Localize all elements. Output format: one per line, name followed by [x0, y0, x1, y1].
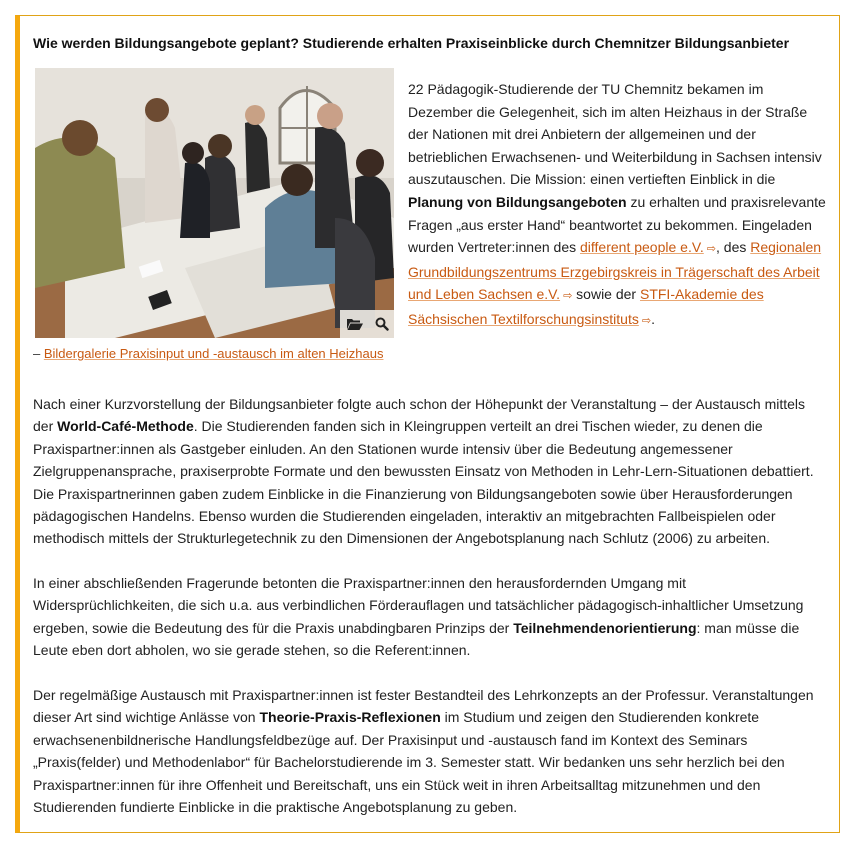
p3-text-2: : man müsse die Leute eben dort abholen, wo sie gerade stehen, so die Referent:innen.	[33, 619, 800, 659]
p4-text-2: im Studium und zeigen den Studierenden konkrete erwachsenenbildnerische Handlungsfeldbezüge auf. Der Praxisinput und -austausch fand im Kontext des Seminars „Praxis(felder) und Methodenlabor“ für Bachelorstudierende im 3. Semester statt. Wir bedanken uns sehr herzlich bei den Praxispartner:innen für ihre Offenheit und Bereitschaft, uns ein Stück weit in ihren Arbeitsalltag mitzunehmen und den Studierenden fundierte Einblicke in die praktische Angebotsplanung zu geben.	[33, 709, 785, 816]
folder-open-icon[interactable]	[346, 317, 364, 331]
intro-text-5: .	[651, 310, 655, 327]
photo-illustration	[35, 68, 394, 338]
link-different-people[interactable]: different people e.V.	[580, 239, 704, 256]
intro-text-4: sowie der	[572, 286, 640, 303]
photo-caption	[33, 346, 383, 361]
article-photo[interactable]	[35, 68, 394, 338]
p3-text-1: In einer abschließenden Fragerunde betonten die Praxispartner:innen den herausfordernden Umgang mit Widersprüchlichkeiten, die sich u.a. aus verbindlichen Förderauflagen und tatsächlicher pädagogisch-inhaltlicher Umsetzung ergeben, sowie die Bedeutung des für die Praxis unabdingbaren Prinzips der	[33, 575, 804, 636]
gallery-link[interactable]: Bildergalerie Praxisinput und -austausch im alten Heizhaus	[43, 346, 384, 361]
external-link-icon: ⇨	[706, 243, 716, 256]
p2-text-1: Nach einer Kurzvorstellung der Bildungsanbieter folgte auch schon der Höhepunkt der Veranstaltung – der Austausch mittels der	[33, 396, 806, 435]
external-link-icon: ⇨	[641, 314, 652, 327]
link-grundbildungszentrum[interactable]: Regionalen Grundbildungszentrums Erzgebirgskreis in Trägerschaft des Arbeit und Leben Sachsen e.V.	[408, 239, 822, 303]
article-title: Wie werden Bildungsangebote geplant? Studierende erhalten Praxiseinblicke durch Chemnitzer Bildungsanbieter	[33, 35, 790, 51]
link-stfi-akademie[interactable]: STFI-Akademie des Sächsischen Textilforschungsinstituts	[408, 286, 764, 327]
photo-toolbar	[340, 310, 394, 338]
p4-text-1: Der regelmäßige Austausch mit Praxispartner:innen ist fester Bestandteil des Lehrkonzepts an der Professur. Veranstaltungen dieser Art sind wichtige Anlässe von	[33, 687, 814, 726]
paragraph-fragerunde	[33, 572, 823, 662]
p3-bold: Teilnehmendenorientierung	[513, 619, 697, 636]
p2-bold: World-Café-Methode	[57, 418, 194, 435]
intro-text-2: zu erhalten und praxisrelevante Fragen „aus erster Hand“ beantwortet zu bekommen. Eingeladen wurden Vertreter:innen des	[408, 193, 826, 256]
intro-bold-1: Planung von Bildungsangeboten	[408, 193, 627, 210]
paragraph-austausch	[33, 684, 823, 818]
search-icon[interactable]	[375, 317, 389, 331]
caption-prefix: –	[33, 346, 44, 361]
intro-text-1: 22 Pädagogik-Studierende der TU Chemnitz bekamen im Dezember die Gelegenheit, sich im alten Heizhaus in der Straße der Nationen mit drei Anbietern der allgemeinen und der betrieblichen Erwachsenen- und Weiterbildung in Sachsen intensiv auszutauschen. Die Mission: einen vertieften Einblick in die	[408, 81, 822, 188]
p2-text-2: . Die Studierenden fanden sich in Kleingruppen verteilt an drei Tischen wieder, zu denen die Praxispartner:innen als Gastgeber einluden. An den Stationen wurde intensiv über die Bedeutung angemessener Zielgruppenansprache, praxiserprobte Formate und den bewussten Einsatz von Methoden in Lehr-Lern-Situationen debattiert. Die Praxispartnerinnen gaben zudem Einblicke in die Finanzierung von Bildungsangeboten sowie über Herausforderungen pädagogischen Handelns. Ebenso wurden die Studierenden eingeladen, interaktiv an mitgebrachten Fallbeispielen oder methodisch mittels der Strukturlegetechnik zu den Dimensionen der Angebotsplanung nach Schlutz (2006) zu arbeiten.	[33, 418, 814, 547]
external-link-icon: ⇨	[563, 290, 573, 303]
p4-bold: Theorie-Praxis-Reflexionen	[259, 709, 441, 726]
intro-text-3: , des	[716, 239, 751, 256]
paragraph-world-cafe	[33, 393, 823, 550]
intro-paragraph	[408, 78, 826, 333]
